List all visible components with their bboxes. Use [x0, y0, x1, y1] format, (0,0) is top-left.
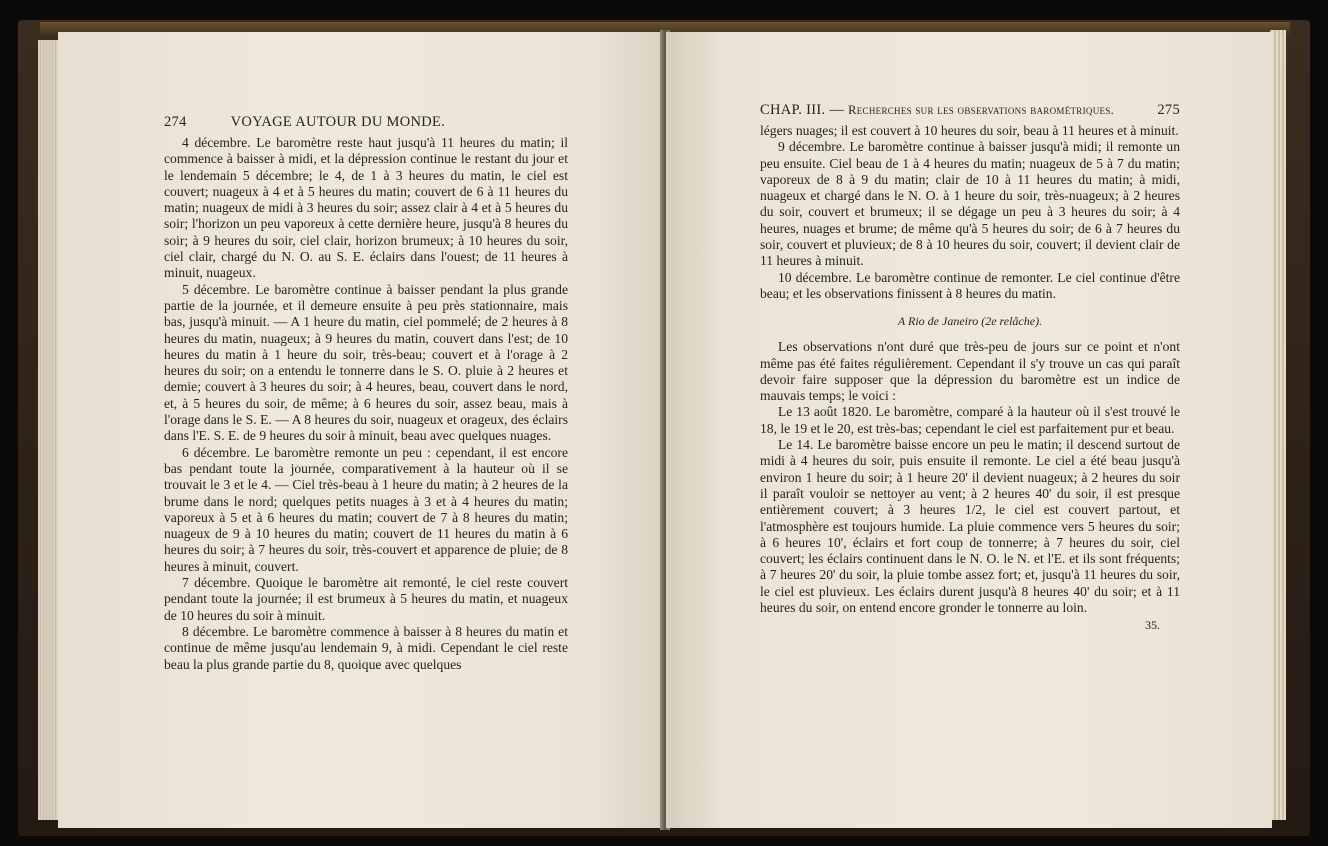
paragraph: 9 décembre. Le baromètre continue à baisser jusqu'à midi; il remonte un peu ensuite. Ciel beau de 1 à 4 heures du matin; nuageux de 5 à 7 du matin; vaporeux de 8 à 9 du matin; clair de 10 à 11 heures du matin; à midi, nuageux et chargé dans le N. O. à 1 heure du soir, très-nuageux; à 2 heures du soir, couvert et brumeux; il se dégage un peu à 3 heures du soir; à 4 heures, nuages et brume; de même qu'à 5 heures du soir; de 6 à 7 heures du soir, couvert et pluvieux; de 8 à 10 heures du soir, couvert; il devient clair de 11 heures à minuit. [760, 139, 1180, 269]
paragraph: Le 14. Le baromètre baisse encore un peu le matin; il descend surtout de midi à 4 heures du soir, puis ensuite il remonte. Le ciel a été beau jusqu'à environ 1 heure du soir; à 1 heure 20' il devient nuageux; à 2 heures du soir il paraît vouloir se nettoyer au vent; à 2 heures 40' du soir, il est presque entièrement couvert; à 3 heures 1/2, le ciel est couvert partout, et l'atmosphère est toujours humide. La pluie commence vers 5 heures du soir; à 6 heures 10', éclairs et fort coup de tonnerre; à 7 heures du soir, ciel couvert; les éclairs continuent dans le N. O. le N. et l'E. et ils sont fréquents; à 7 heures 20' du soir, la pluie tombe assez fort; et, jusqu'à 11 heures du soir, le ciel est pluvieux. Les éclairs durent jusqu'à 8 heures 40' du soir; et à 11 heures du soir, on entend encore gronder le tonnerre au loin. [760, 437, 1180, 616]
paragraph: 4 décembre. Le baromètre reste haut jusqu'à 11 heures du matin; il commence à baisser à midi, et la dépression continue le restant du jour et le lendemain 5 décembre; le 4, de 1 à 3 heures du matin, le ciel est couvert; nuageux à 4 et à 5 heures du matin; couvert de 6 à 11 heures du matin; nuageux de midi à 3 heures du soir; assez clair à 4 et à 5 heures du soir; l'horizon un peu vaporeux à cette dernière heure, jusqu'à 8 heures du soir; à 9 heures du soir, ciel clair, horizon brumeux; à 10 heures du soir, ciel clair, chargé du N. O. au S. E. éclairs dans l'ouest; de 11 heures à minuit, nuageux. [164, 135, 568, 281]
page-number: 274 [164, 114, 187, 130]
page-edges-right [1270, 30, 1286, 820]
paragraph: légers nuages; il est couvert à 10 heures du soir, beau à 11 heures et à minuit. [760, 123, 1179, 138]
paragraph: 8 décembre. Le baromètre commence à baisser à 8 heures du matin et continue de même jusqu'au lendemain 9, à midi. Cependant le ciel reste beau la plus grande partie du 8, quoique avec quelques [164, 623, 568, 672]
paragraph: Les observations n'ont duré que très-peu de jours sur ce point et n'ont même pas été faites régulièrement. Cependant il s'y trouve un cas qui paraît devoir faire supposer que la dépression du baromètre est un indice de mauvais temps; le voici : [760, 339, 1180, 404]
chapter-label: CHAP. III. — [760, 102, 845, 118]
paragraph: 7 décembre. Quoique le baromètre ait remonté, le ciel reste couvert pendant toute la journée; il est brumeux à 5 heures du matin, et nuageux de 10 heures du soir à minuit. [164, 575, 568, 623]
paragraph: 5 décembre. Le baromètre continue à baisser pendant la plus grande partie de la journée, et il demeure ensuite à peu près stationnaire, mais bas, jusqu'à minuit. — A 1 heure du matin, ciel pommelé; de 2 heures à 8 heures du matin, nuageux; à 9 heures du matin, couvert dans l'est; de 10 heures du matin à 1 heure du soir, très-beau; couvert et à l'orage à 2 heures du soir; on a entendu le tonnerre dans le S. O. pluie à 2 heures et demie; couvert à 3 heures du soir; à 4 heures, beau, couvert dans le nord, et, à 5 heures du soir, de même; à 6 heures du soir, assez beau, mais à l'orage dans le S. E. — A 8 heures du soir, nuageux et orageux, des éclairs dans l'E. S. E. de 9 heures du soir à minuit, beau avec quelques nuages. [164, 281, 568, 444]
paragraph: Le 13 août 1820. Le baromètre, comparé à la hauteur où il s'est trouvé le 18, le 19 et le 20, est très-bas; cependant le ciel est parfaitement pur et beau. [760, 404, 1180, 436]
right-page [666, 32, 1272, 828]
right-running-head [760, 102, 1180, 119]
running-title: VOYAGE AUTOUR DU MONDE. [230, 114, 446, 130]
paragraph: 10 décembre. Le baromètre continue de remonter. Le ciel continue d'être beau; et les observations finissent à 8 heures du matin. [760, 269, 1180, 301]
paragraph: 6 décembre. Le baromètre remonte un peu : cependant, il est encore bas pendant toute la journée, comparativement à la hauteur où il se trouvait le 3 et le 4. — Ciel très-beau à 1 heure du matin; à 2 heures de la brume dans le nord; quelques petits nuages à 3 et à 4 heures du matin; vaporeux à 5 et à 6 heures du matin; couvert de 7 à 8 heures du matin; nuageux de 9 à 10 heures du matin; couvert de 11 heures du matin à 6 heures du soir; à 7 heures du soir, très-couvert et apparence de pluie; de 8 heures à minuit, couvert. [164, 444, 568, 574]
section-subhead: A Rio de Janeiro (2e relâche). [897, 314, 1043, 329]
signature-mark: 35. [1145, 618, 1160, 633]
running-title: Recherches sur les observations barométriques. [848, 103, 1115, 117]
left-page [58, 32, 664, 828]
page-number: 275 [1157, 102, 1180, 118]
page-edges-left [38, 40, 60, 820]
left-running-head [164, 114, 568, 131]
